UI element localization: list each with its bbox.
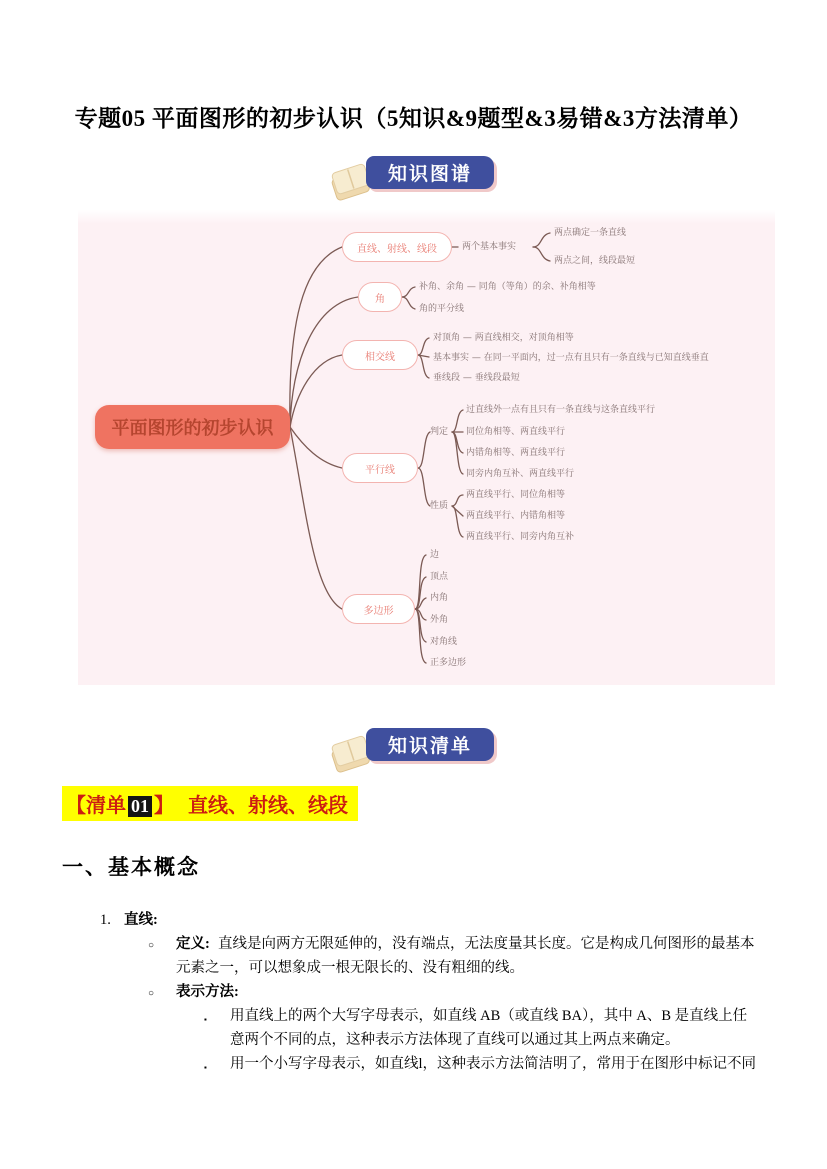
mindmap-leaf: 垂线段 — 垂线段最短	[433, 373, 520, 383]
mindmap-leaf: 内错角相等、两直线平行	[466, 448, 566, 458]
representation-item1-line1: 用直线上的两个大写字母表示，如直线 AB（或直线 BA），其中 A、B 是直线上任	[230, 1008, 748, 1024]
mindmap-leaf: 补角、余角 — 同角（等角）的余、补角相等	[419, 282, 596, 292]
list-tag-number: 01	[128, 796, 152, 817]
square-bullet: ▪	[204, 1063, 207, 1072]
mindmap-leaf: 两直线平行、同旁内角互补	[466, 532, 575, 542]
knowledge-map-banner	[326, 156, 526, 206]
knowledge-list-banner-label: 知识清单	[366, 728, 494, 761]
representation-item1-line2: 意两个不同的点，这种表示方法体现了直线可以通过其上两点来确定。	[230, 1032, 680, 1048]
mindmap-leaf: 两点之间，线段最短	[554, 256, 636, 266]
mindmap-leaf: 外角	[430, 615, 449, 625]
knowledge-map-banner-label: 知识图谱	[366, 156, 494, 189]
mindmap-node-angle: 角	[358, 282, 402, 312]
mindmap-group-label: 性质	[430, 501, 449, 511]
section-heading: 一、基本概念	[62, 855, 200, 879]
list-tag-open: 【清单	[66, 795, 126, 817]
mindmap-leaf: 顶点	[430, 572, 449, 582]
mindmap-node-intersecting: 相交线	[342, 340, 418, 370]
mindmap-label: 两个基本事实	[462, 242, 517, 252]
mindmap-root-node: 平面图形的初步认识	[95, 405, 290, 449]
circle-bullet: ○	[148, 940, 155, 951]
knowledge-list-banner	[326, 728, 526, 778]
mindmap-leaf: 过直线外一点有且只有一条直线与这条直线平行	[466, 405, 656, 415]
list-number: 1.	[100, 912, 111, 928]
definition-label: 定义:	[176, 936, 210, 952]
mindmap-leaf: 同旁内角互补、两直线平行	[466, 469, 575, 479]
mindmap-leaf: 角的平分线	[419, 304, 465, 314]
mindmap-panel	[78, 210, 775, 685]
page-title: 专题05 平面图形的初步认识（5知识&9题型&3易错&3方法清单）	[74, 106, 753, 131]
list-tag	[62, 786, 358, 821]
mindmap-leaf: 两直线平行、同位角相等	[466, 490, 566, 500]
mindmap-leaf: 两点确定一条直线	[554, 228, 627, 238]
representation-label: 表示方法:	[176, 984, 239, 1000]
mindmap-group-label: 判定	[430, 427, 449, 437]
mindmap-node-parallel: 平行线	[342, 453, 418, 483]
list-item-title: 直线:	[124, 912, 158, 928]
list-tag-close: 】	[154, 795, 174, 817]
mindmap-leaf: 对顶角 — 两直线相交，对顶角相等	[433, 333, 574, 343]
mindmap-node-lines: 直线、射线、线段	[342, 232, 452, 262]
representation-item2: 用一个小写字母表示，如直线l，这种表示方法简洁明了，常用于在图形中标记不同	[230, 1056, 757, 1072]
mindmap-leaf: 内角	[430, 593, 449, 603]
mindmap-leaf: 正多边形	[430, 658, 467, 668]
mindmap-leaf: 两直线平行、内错角相等	[466, 511, 566, 521]
square-bullet: ▪	[204, 1015, 207, 1024]
mindmap-node-polygon: 多边形	[342, 594, 415, 624]
mindmap-leaf: 对角线	[430, 637, 458, 647]
definition-text-line2: 元素之一，可以想象成一根无限长的、没有粗细的线。	[176, 960, 524, 976]
mindmap-leaf: 基本事实 — 在同一平面内，过一点有且只有一条直线与已知直线垂直	[433, 353, 709, 363]
circle-bullet: ○	[148, 988, 155, 999]
mindmap-leaf: 同位角相等、两直线平行	[466, 427, 566, 437]
list-tag-title: 直线、射线、线段	[188, 795, 348, 817]
mindmap-leaf: 边	[430, 550, 440, 560]
definition-text-line1: 直线是向两方无限延伸的，没有端点，无法度量其长度。它是构成几何图形的最基本	[218, 936, 755, 952]
